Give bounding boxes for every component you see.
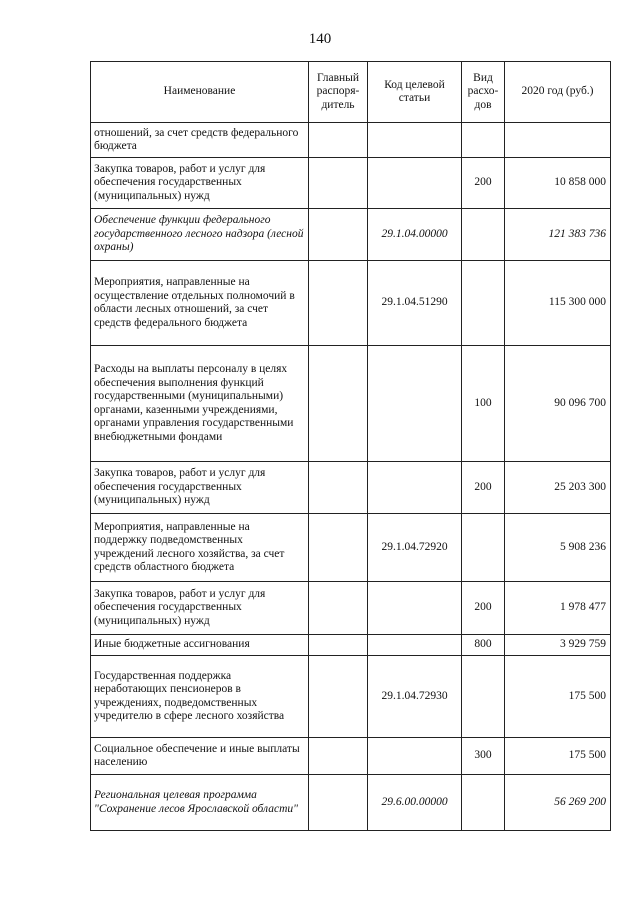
cell-name: Мероприятия, направленные на осуществление отдельных полномочий в области лесных отношений, за счет средств федерального бюджета bbox=[91, 261, 309, 346]
cell-admin bbox=[309, 582, 368, 635]
cell-amount: 1 978 477 bbox=[505, 582, 611, 635]
cell-code: 29.1.04.51290 bbox=[368, 261, 462, 346]
cell-kind: 200 bbox=[462, 158, 505, 209]
table-row bbox=[91, 656, 611, 738]
cell-amount: 5 908 236 bbox=[505, 514, 611, 582]
cell-code bbox=[368, 635, 462, 656]
cell-name: Закупка товаров, работ и услуг для обеспечения государственных (муниципальных) нужд bbox=[91, 158, 309, 209]
table-row bbox=[91, 514, 611, 582]
table-row bbox=[91, 582, 611, 635]
table-row bbox=[91, 158, 611, 209]
table-row bbox=[91, 738, 611, 775]
table-row bbox=[91, 346, 611, 462]
cell-admin bbox=[309, 656, 368, 738]
table-row bbox=[91, 261, 611, 346]
cell-amount bbox=[505, 123, 611, 158]
cell-amount: 3 929 759 bbox=[505, 635, 611, 656]
cell-kind: 200 bbox=[462, 582, 505, 635]
table-row bbox=[91, 635, 611, 656]
budget-table bbox=[90, 61, 611, 831]
cell-name: Обеспечение функции федерального государственного лесного надзора (лесной охраны) bbox=[91, 209, 309, 261]
cell-admin bbox=[309, 123, 368, 158]
cell-amount: 115 300 000 bbox=[505, 261, 611, 346]
cell-kind bbox=[462, 261, 505, 346]
cell-name: Региональная целевая программа "Сохранение лесов Ярославской области" bbox=[91, 775, 309, 831]
cell-admin bbox=[309, 346, 368, 462]
cell-admin bbox=[309, 261, 368, 346]
cell-code bbox=[368, 346, 462, 462]
header-kind: Вид расхо-дов bbox=[462, 62, 505, 123]
cell-admin bbox=[309, 775, 368, 831]
cell-name: Социальное обеспечение и иные выплаты населению bbox=[91, 738, 309, 775]
cell-name: отношений, за счет средств федерального бюджета bbox=[91, 123, 309, 158]
cell-kind bbox=[462, 656, 505, 738]
cell-admin bbox=[309, 158, 368, 209]
cell-name: Закупка товаров, работ и услуг для обеспечения государственных (муниципальных) нужд bbox=[91, 582, 309, 635]
cell-admin bbox=[309, 514, 368, 582]
page-number: 140 bbox=[308, 31, 332, 47]
cell-name: Государственная поддержка неработающих пенсионеров в учреждениях, подведомственных учредителю в сфере лесного хозяйства bbox=[91, 656, 309, 738]
cell-amount: 121 383 736 bbox=[505, 209, 611, 261]
cell-amount: 25 203 300 bbox=[505, 462, 611, 514]
cell-code bbox=[368, 123, 462, 158]
table-row bbox=[91, 123, 611, 158]
cell-code: 29.1.04.72930 bbox=[368, 656, 462, 738]
cell-admin bbox=[309, 462, 368, 514]
header-name: Наименование bbox=[91, 62, 309, 123]
cell-kind: 300 bbox=[462, 738, 505, 775]
cell-code bbox=[368, 462, 462, 514]
cell-name: Закупка товаров, работ и услуг для обеспечения государственных (муниципальных) нужд bbox=[91, 462, 309, 514]
cell-admin bbox=[309, 635, 368, 656]
cell-code bbox=[368, 582, 462, 635]
cell-admin bbox=[309, 209, 368, 261]
cell-name: Мероприятия, направленные на поддержку подведомственных учреждений лесного хозяйства, за счет средств областного бюджета bbox=[91, 514, 309, 582]
cell-amount: 90 096 700 bbox=[505, 346, 611, 462]
cell-name: Иные бюджетные ассигнования bbox=[91, 635, 309, 656]
cell-kind bbox=[462, 775, 505, 831]
cell-kind bbox=[462, 209, 505, 261]
cell-kind: 100 bbox=[462, 346, 505, 462]
cell-code: 29.1.04.72920 bbox=[368, 514, 462, 582]
table-body bbox=[91, 123, 611, 831]
cell-amount: 10 858 000 bbox=[505, 158, 611, 209]
cell-kind: 800 bbox=[462, 635, 505, 656]
cell-kind bbox=[462, 514, 505, 582]
cell-amount: 56 269 200 bbox=[505, 775, 611, 831]
header-admin: Главный распоря-дитель bbox=[309, 62, 368, 123]
cell-amount: 175 500 bbox=[505, 738, 611, 775]
header-amount: 2020 год (руб.) bbox=[505, 62, 611, 123]
cell-code bbox=[368, 158, 462, 209]
table-row bbox=[91, 462, 611, 514]
cell-kind bbox=[462, 123, 505, 158]
table-row bbox=[91, 209, 611, 261]
cell-code: 29.1.04.00000 bbox=[368, 209, 462, 261]
header-code: Код целевой статьи bbox=[368, 62, 462, 123]
table-row bbox=[91, 775, 611, 831]
cell-admin bbox=[309, 738, 368, 775]
cell-code: 29.6.00.00000 bbox=[368, 775, 462, 831]
table-header-row bbox=[91, 62, 611, 123]
cell-kind: 200 bbox=[462, 462, 505, 514]
cell-amount: 175 500 bbox=[505, 656, 611, 738]
cell-code bbox=[368, 738, 462, 775]
cell-name: Расходы на выплаты персоналу в целях обеспечения выполнения функций государственными (муниципальными) органами, казенными учреждениями, органами управления государственными внебюджетными фондами bbox=[91, 346, 309, 462]
